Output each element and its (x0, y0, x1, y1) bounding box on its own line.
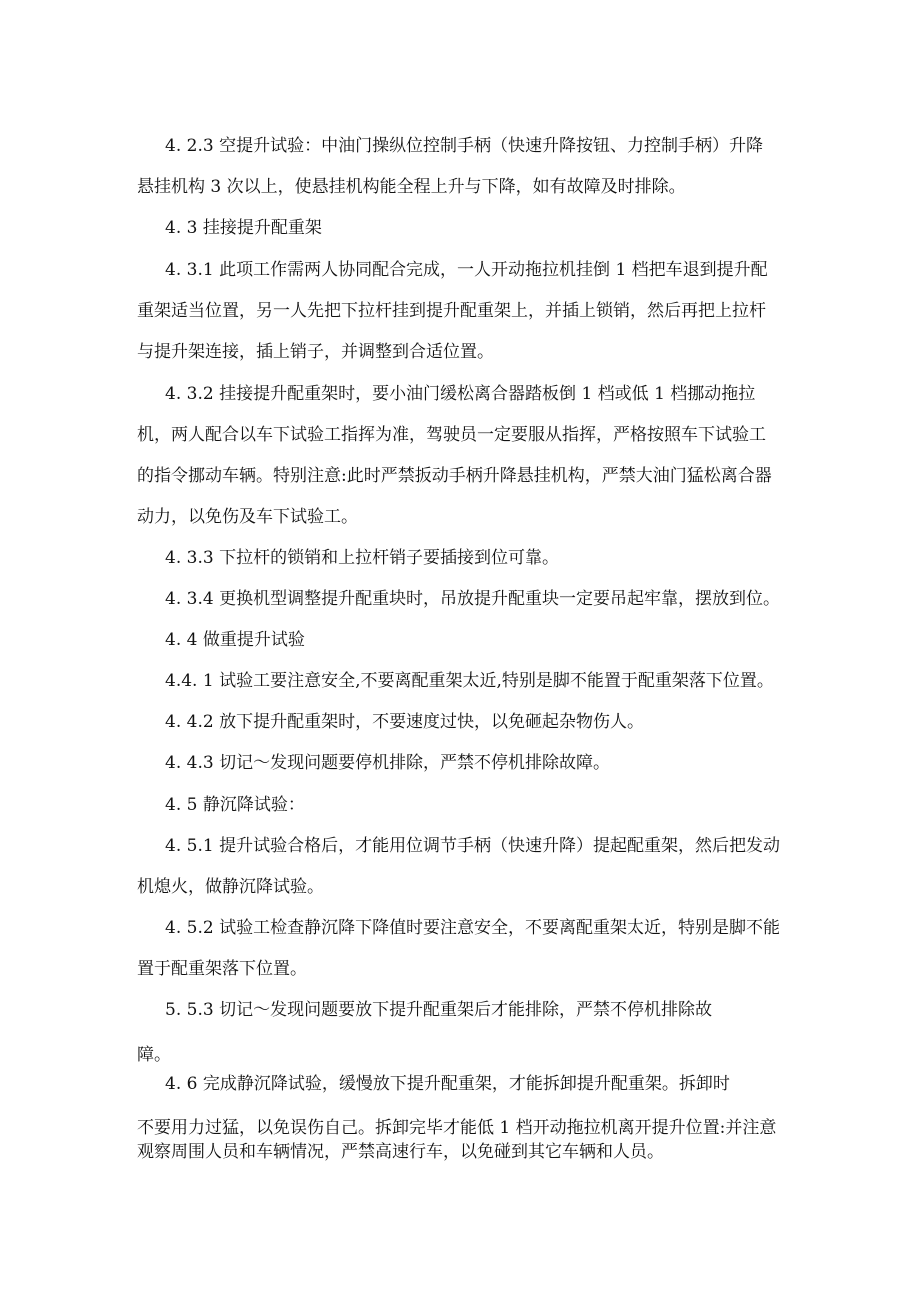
text-line: 观察周围人员和车辆情况，严禁高速行车，以免碰到其它车辆和人员。 (137, 1142, 664, 1162)
text-line: 4. 3.3 下拉杆的锁销和上拉杆销子要插接到位可靠。 (165, 548, 560, 568)
text-line: 4. 5 静沉降试验： (165, 795, 305, 815)
text-line: 机熄火，做静沉降试验。 (137, 877, 324, 897)
text-line: 4. 2.3 空提升试验：中油门操纵位控制手柄（快速升降按钮、力控制手柄）升降 (165, 136, 764, 156)
text-line: 与提升架连接，插上销子，并调整到合适位置。 (137, 342, 494, 362)
text-line: 悬挂机构 3 次以上，使悬挂机构能全程上升与下降，如有故障及时排除。 (137, 177, 686, 197)
text-line: 的指令挪动车辆。特别注意:此时严禁扳动手柄升降悬挂机构，严禁大油门猛松离合器 (137, 466, 772, 486)
text-line: 置于配重架落下位置。 (137, 959, 307, 979)
text-line: 4. 4.2 放下提升配重架时，不要速度过快，以免砸起杂物伤人。 (165, 712, 645, 732)
text-line: 4. 4 做重提升试验 (165, 630, 305, 650)
text-line: 4. 4.3 切记～发现问题要停机排除，严禁不停机排除故障。 (165, 753, 611, 773)
text-line: 4.4. 1 试验工要注意安全,不要离配重架太近,特别是脚不能置于配重架落下位置。 (165, 671, 774, 691)
text-line: 4. 3 挂接提升配重架 (165, 218, 322, 238)
text-line: 4. 3.2 挂接提升配重架时，要小油门缓松离合器踏板倒 1 档或低 1 档挪动拖拉 (165, 384, 756, 404)
text-line: 4. 5.1 提升试验合格后，才能用位调节手柄（快速升降）提起配重架，然后把发动 (165, 836, 781, 856)
text-line: 4. 5.2 试验工检查静沉降下降值时要注意安全，不要离配重架太近，特别是脚不能 (165, 918, 781, 938)
text-line: 4. 6 完成静沉降试验，缓慢放下提升配重架，才能拆卸提升配重架。拆卸时 (165, 1074, 730, 1094)
text-line: 重架适当位置，另一人先把下拉杆挂到提升配重架上，并插上锁销，然后再把上拉杆 (137, 301, 766, 321)
text-line: 5. 5.3 切记～发现问题要放下提升配重架后才能排除，严禁不停机排除故 (165, 1000, 713, 1020)
text-line: 不要用力过猛，以免误伤自己。拆卸完毕才能低 1 档开动拖拉机离开提升位置:并注意 (137, 1118, 777, 1138)
text-line: 障。 (137, 1045, 171, 1065)
text-line: 4. 3.4 更换机型调整提升配重块时，吊放提升配重块一定要吊起牢靠，摆放到位。 (165, 589, 781, 609)
text-line: 4. 3.1 此项工作需两人协同配合完成，一人开动拖拉机挂倒 1 档把车退到提升配 (165, 260, 768, 280)
text-line: 动力，以免伤及车下试验工。 (137, 507, 358, 527)
text-line: 机，两人配合以车下试验工指挥为准，驾驶员一定要服从指挥，严格按照车下试验工 (137, 425, 766, 445)
